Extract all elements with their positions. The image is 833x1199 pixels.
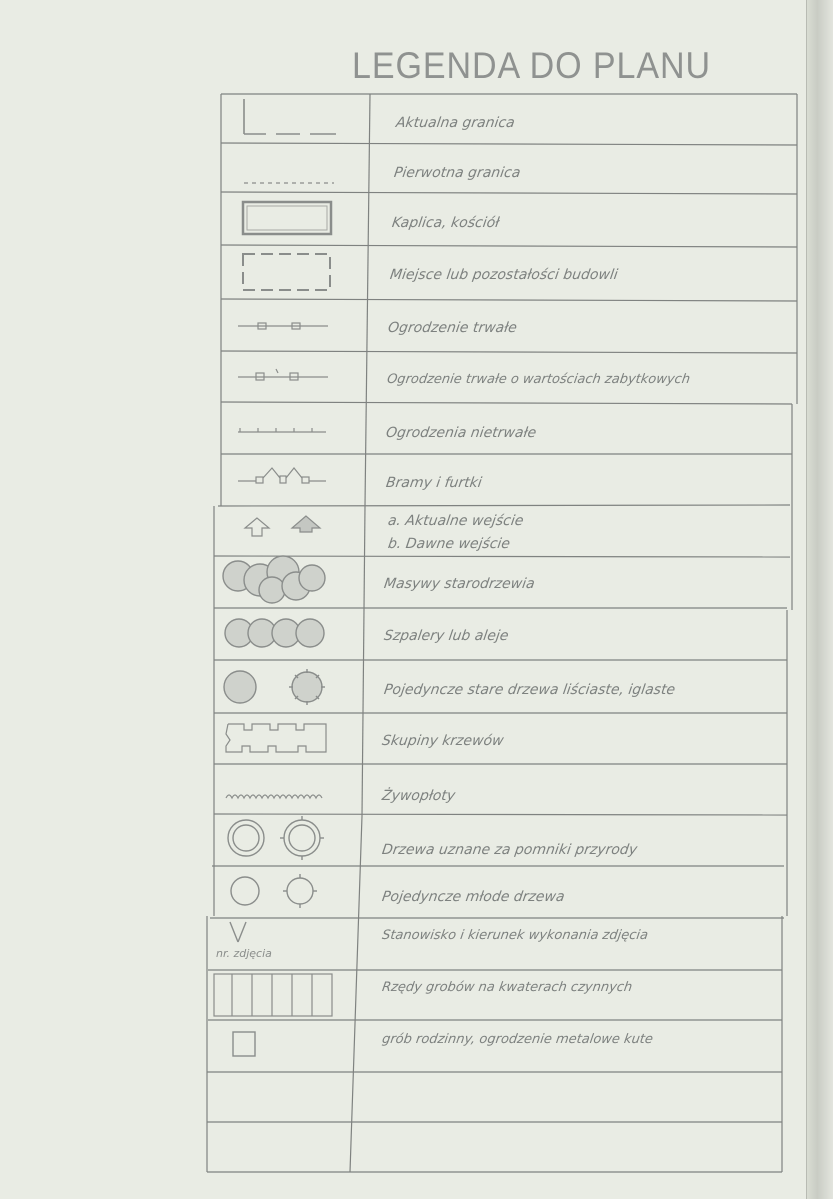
legend-label-original-boundary: Pierwotna granica bbox=[392, 165, 522, 181]
photo-number-note: nr. zdjęcia bbox=[216, 947, 272, 960]
shrub-group-symbol bbox=[226, 724, 326, 752]
entrance-arrows-symbol bbox=[245, 516, 320, 536]
legend-label-current-boundary: Aktualna granica bbox=[394, 115, 516, 131]
legend-label-entrance-a: a. Aktualne wejście bbox=[386, 513, 525, 529]
nature-monument-trees-symbol bbox=[228, 816, 324, 860]
temporary-fence-symbol bbox=[238, 428, 326, 432]
legend-label-entrance-b: b. Dawne wejście bbox=[386, 536, 512, 552]
legend-label-chapel: Kaplica, kościół bbox=[390, 215, 501, 231]
legend-label-grave-rows: Rzędy grobów na kwaterach czynnych bbox=[381, 980, 634, 995]
gates-symbol bbox=[238, 468, 326, 483]
grave-rows-symbol bbox=[214, 974, 332, 1016]
permanent-fence-symbol bbox=[238, 323, 328, 329]
legend-label-shrubs: Skupiny krzewów bbox=[380, 733, 505, 749]
current-boundary-symbol bbox=[244, 99, 336, 134]
legend-label-young-trees: Pojedyncze młode drzewa bbox=[380, 889, 566, 905]
legend-label-tree-mass: Masywy starodrzewia bbox=[382, 576, 536, 592]
old-tree-mass-symbol bbox=[223, 556, 325, 603]
photo-station-symbol bbox=[230, 922, 246, 942]
legend-label-photo-station: Stanowisko i kierunek wykonania zdjęcia bbox=[381, 928, 650, 943]
hedge-symbol bbox=[226, 795, 322, 798]
page-title: LEGENDA DO PLANU bbox=[352, 45, 712, 86]
legend-label-hedges: Żywopłoty bbox=[380, 788, 457, 804]
chapel-church-symbol bbox=[243, 202, 331, 234]
building-remains-symbol bbox=[243, 254, 330, 290]
single-old-trees-symbol bbox=[224, 669, 325, 705]
legend-label-tree-rows: Szpalery lub aleje bbox=[382, 628, 510, 644]
young-trees-symbol bbox=[231, 874, 317, 908]
historic-fence-symbol bbox=[238, 369, 328, 380]
legend-label-family-grave: grób rodzinny, ogrodzenie metalowe kute bbox=[381, 1032, 654, 1047]
legend-label-gates: Bramy i furtki bbox=[384, 475, 483, 491]
tree-rows-symbol bbox=[225, 619, 324, 647]
legend-label-building-remains: Miejsce lub pozostałości budowli bbox=[388, 267, 619, 283]
legend-label-single-old-trees: Pojedyncze stare drzewa liściaste, iglaste bbox=[382, 682, 677, 698]
legend-label-historic-fence: Ogrodzenie trwałe o wartościach zabytkowych bbox=[386, 372, 691, 387]
legend-label-nature-monuments: Drzewa uznane za pomniki przyrody bbox=[380, 842, 639, 858]
legend-label-temporary-fence: Ogrodzenia nietrwałe bbox=[384, 425, 538, 441]
legend-label-permanent-fence: Ogrodzenie trwałe bbox=[386, 320, 518, 336]
family-grave-symbol bbox=[233, 1032, 255, 1056]
